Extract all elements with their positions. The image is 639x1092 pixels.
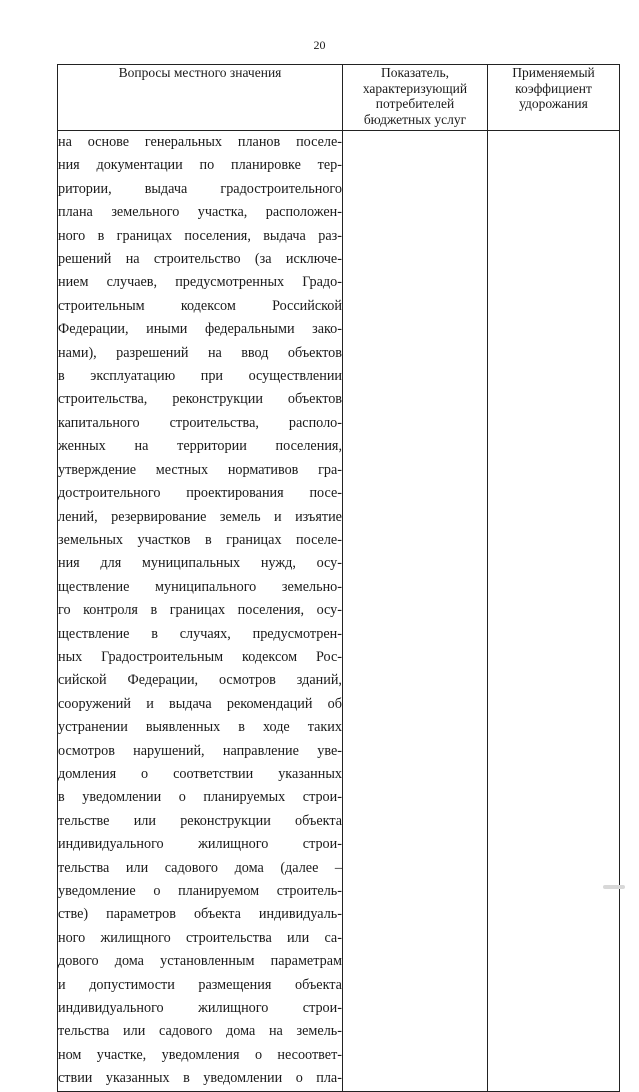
word: рекомендаций	[226, 695, 313, 712]
word: для	[100, 555, 122, 572]
text-line	[58, 623, 342, 646]
word: объектов	[287, 344, 342, 361]
word: тельства	[58, 859, 110, 876]
word: границах	[116, 227, 173, 244]
word: градостроительного	[220, 180, 342, 197]
word: ном	[58, 1046, 82, 1063]
word: Федерации,	[58, 321, 129, 338]
word: ного	[58, 929, 86, 946]
word: участке,	[96, 1046, 147, 1063]
word: уведомления	[161, 1046, 240, 1063]
word: размещения	[198, 976, 272, 993]
word: или	[123, 1023, 146, 1040]
text-line	[58, 669, 342, 692]
word: кодексом	[180, 297, 236, 314]
word: жилищного	[198, 836, 269, 853]
word: муниципальных	[141, 555, 241, 572]
text-line	[58, 365, 342, 388]
table-header-row	[58, 65, 620, 131]
word: ходе	[262, 719, 290, 736]
word: земельных	[58, 531, 123, 548]
text-line	[58, 178, 342, 201]
word: федеральными	[204, 321, 295, 338]
word: садового	[164, 859, 219, 876]
word: уве-	[317, 742, 342, 759]
word: садового	[159, 1023, 213, 1040]
word: территории	[177, 438, 247, 455]
word: тельства	[58, 1023, 110, 1040]
word: случаев,	[106, 274, 158, 291]
word: строи-	[302, 1000, 342, 1017]
word: и	[58, 976, 66, 993]
word: кодексом	[242, 648, 298, 665]
word: предусмотренных	[175, 274, 285, 291]
word: об	[327, 695, 342, 712]
table-row	[58, 131, 620, 1092]
word: строитель-	[276, 883, 342, 899]
text-line	[58, 225, 342, 248]
word: планов	[237, 134, 281, 150]
word: располо-	[288, 414, 342, 431]
word: (за	[254, 251, 272, 268]
text-line	[58, 248, 342, 271]
word: участка,	[197, 204, 248, 221]
word: уведомление	[58, 883, 136, 899]
text-line	[58, 716, 342, 739]
word: ных	[58, 648, 83, 665]
word: выдача	[169, 695, 212, 712]
word: о	[295, 1070, 303, 1087]
word: изъятие	[295, 508, 342, 525]
word: решений	[58, 251, 112, 268]
word: муниципального	[155, 578, 257, 595]
word: ния	[58, 157, 80, 174]
word: домления	[58, 765, 117, 782]
word: достроительного	[58, 485, 161, 502]
word: выдача	[263, 227, 306, 244]
word: са-	[324, 929, 342, 946]
text-line	[58, 295, 342, 318]
word: ствии	[58, 1070, 93, 1087]
word: тельстве	[58, 812, 110, 829]
word: в	[150, 602, 158, 619]
word: осу-	[316, 602, 342, 619]
word: выявленных	[145, 719, 221, 736]
word: в	[58, 789, 65, 806]
word: объекта	[295, 812, 342, 829]
word: дового	[58, 953, 99, 970]
word: жилищного	[100, 929, 171, 946]
word: о	[153, 883, 161, 899]
text-line	[58, 1020, 342, 1043]
word: участков	[137, 531, 191, 548]
word: поселе-	[296, 531, 342, 548]
text-line	[58, 576, 342, 599]
page-number: 20	[313, 38, 326, 52]
header-questions: Вопросы местного значения	[58, 65, 343, 131]
word: реконструкции	[172, 391, 263, 408]
word: поселения,	[275, 438, 342, 455]
word: ния	[58, 555, 80, 572]
word: осмотров	[218, 672, 276, 689]
word: объектов	[287, 391, 342, 408]
word: в	[97, 227, 105, 244]
word: основе	[87, 134, 130, 150]
word: на	[134, 438, 149, 455]
word: и	[274, 508, 282, 525]
word: нормативов	[227, 461, 299, 478]
word: земельного	[111, 204, 180, 221]
text-line	[58, 950, 342, 973]
word: установленным	[160, 953, 255, 970]
word: местных	[155, 461, 209, 478]
word: реконструкции	[180, 812, 271, 829]
text-line	[58, 927, 342, 950]
word: уведомлении	[82, 789, 162, 806]
word: ществление	[58, 625, 130, 642]
word: стве)	[58, 906, 89, 923]
word: планируемых	[203, 789, 286, 806]
text-line	[58, 318, 342, 341]
text-line	[58, 1044, 342, 1067]
word: иными	[146, 321, 188, 338]
word: утверждение	[58, 461, 137, 478]
header-coefficient: Применяемый коэффициент удорожания	[488, 65, 620, 131]
word: ритории,	[58, 180, 112, 197]
word: объекта	[295, 976, 342, 993]
word: Федерации,	[127, 672, 199, 689]
word: в	[238, 719, 245, 736]
word: эксплуатацию	[90, 368, 176, 385]
word: строительства	[185, 929, 272, 946]
text-line	[58, 459, 342, 482]
word: пла-	[316, 1070, 342, 1087]
word: о	[178, 789, 186, 806]
word: в	[58, 368, 65, 385]
word: земельно-	[281, 578, 342, 595]
question-table	[57, 64, 620, 1092]
word: осу-	[316, 555, 342, 572]
word: по	[199, 157, 215, 174]
word: лений,	[58, 508, 98, 525]
word: проектирования	[186, 485, 284, 502]
word: строительства,	[169, 414, 259, 431]
word: нужд,	[260, 555, 296, 572]
word: предусмотрен-	[252, 625, 342, 642]
word: (далее	[280, 859, 319, 876]
word: дома	[114, 953, 144, 970]
word: планировке	[230, 157, 301, 174]
scan-artifact	[603, 885, 625, 889]
word: генеральных	[144, 134, 223, 150]
word: объекта	[193, 906, 241, 923]
word: тер-	[317, 157, 342, 174]
word: поселения,	[237, 602, 305, 619]
text-line	[58, 131, 342, 154]
header-indicator: Показатель, характеризующий потребителей бюджетных услуг	[343, 65, 488, 131]
text-line	[58, 1067, 342, 1090]
text-line	[58, 997, 342, 1020]
word: Рос-	[315, 648, 342, 665]
text-line	[58, 529, 342, 552]
word: или	[133, 812, 156, 829]
word: сооружений	[58, 695, 131, 712]
text-line	[58, 482, 342, 505]
text-line	[58, 810, 342, 833]
word: на	[125, 251, 140, 268]
word: в	[204, 531, 212, 548]
text-line	[58, 763, 342, 786]
word: параметрам	[270, 953, 342, 970]
word: зако-	[312, 321, 342, 338]
word: сийской	[58, 672, 107, 689]
text-line	[58, 974, 342, 997]
word: земель-	[296, 1023, 342, 1040]
word: или	[286, 929, 310, 946]
word: допустимости	[89, 976, 175, 993]
text-line	[58, 903, 342, 926]
word: направление	[222, 742, 299, 759]
word: резервирование	[111, 508, 207, 525]
text-line	[58, 786, 342, 809]
indicator-cell	[343, 131, 488, 1092]
word: контроля	[83, 602, 138, 619]
word: строительство	[153, 251, 241, 268]
word: плана	[58, 204, 93, 221]
word: случаях,	[179, 625, 231, 642]
word: или	[125, 859, 149, 876]
word: Российской	[272, 297, 342, 314]
text-line	[58, 880, 342, 903]
word: индивидуального	[58, 1000, 164, 1017]
word: поселе-	[296, 134, 342, 150]
word: строительным	[58, 297, 145, 314]
text-line	[58, 412, 342, 435]
word: дома	[226, 1023, 256, 1040]
word: капитального	[58, 414, 140, 431]
word: планируемом	[178, 883, 260, 899]
word: в	[151, 625, 158, 642]
word: устранении	[58, 719, 128, 736]
word: расположен-	[265, 204, 342, 221]
word: параметров	[106, 906, 176, 923]
word: указанных	[278, 765, 342, 782]
text-line	[58, 833, 342, 856]
word: посе-	[309, 485, 342, 502]
word: гра-	[318, 461, 342, 478]
text-line	[58, 435, 342, 458]
text-line	[58, 552, 342, 575]
coefficient-cell	[488, 131, 620, 1092]
word: о	[254, 1046, 263, 1063]
word: ного	[58, 227, 86, 244]
word: Градостроительным	[101, 648, 224, 665]
word: таких	[307, 719, 342, 736]
word: границах	[169, 602, 226, 619]
word: в	[183, 1070, 190, 1087]
word: несоответ-	[277, 1046, 342, 1063]
word: раз-	[318, 227, 342, 244]
text-line	[58, 506, 342, 529]
text-line	[58, 740, 342, 763]
word: и	[146, 695, 154, 712]
word: при	[200, 368, 224, 385]
question-text	[58, 131, 342, 1091]
text-line	[58, 201, 342, 224]
word: нами),	[58, 344, 97, 361]
question-cell	[58, 131, 343, 1092]
text-line	[58, 271, 342, 294]
text-line	[58, 857, 342, 880]
word: соответствии	[173, 765, 254, 782]
word: строительства,	[58, 391, 148, 408]
word: на	[207, 344, 222, 361]
text-line	[58, 388, 342, 411]
word: о	[141, 765, 149, 782]
word: нарушений,	[133, 742, 205, 759]
word: строи-	[302, 789, 342, 806]
word: указанных	[105, 1070, 170, 1087]
word: выдача	[144, 180, 188, 197]
text-line	[58, 646, 342, 669]
word: ввод	[241, 344, 269, 361]
word: границах	[226, 531, 282, 548]
word: документации	[96, 157, 183, 174]
word: земель	[219, 508, 261, 525]
word: го	[58, 602, 71, 619]
word: поселения,	[184, 227, 251, 244]
text-line	[58, 599, 342, 622]
word: уведомлении	[203, 1070, 283, 1087]
word: индивидуального	[58, 836, 164, 853]
word: разрешений	[116, 344, 189, 361]
word: строи-	[302, 836, 342, 853]
word: дома	[234, 859, 264, 876]
word: на	[268, 1023, 283, 1040]
word: осуществлении	[248, 368, 342, 385]
word: исключе-	[285, 251, 342, 268]
word: женных	[58, 438, 106, 455]
text-line	[58, 154, 342, 177]
word: нием	[58, 274, 89, 291]
word: осмотров	[58, 742, 115, 759]
word: –	[334, 859, 342, 876]
text-line	[58, 693, 342, 716]
word: индивидуаль-	[258, 906, 342, 923]
word: зданий,	[296, 672, 342, 689]
word: жилищного	[198, 1000, 269, 1017]
word: Градо-	[302, 274, 342, 291]
text-line	[58, 342, 342, 365]
word: ществление	[58, 578, 130, 595]
word: на	[58, 134, 72, 150]
